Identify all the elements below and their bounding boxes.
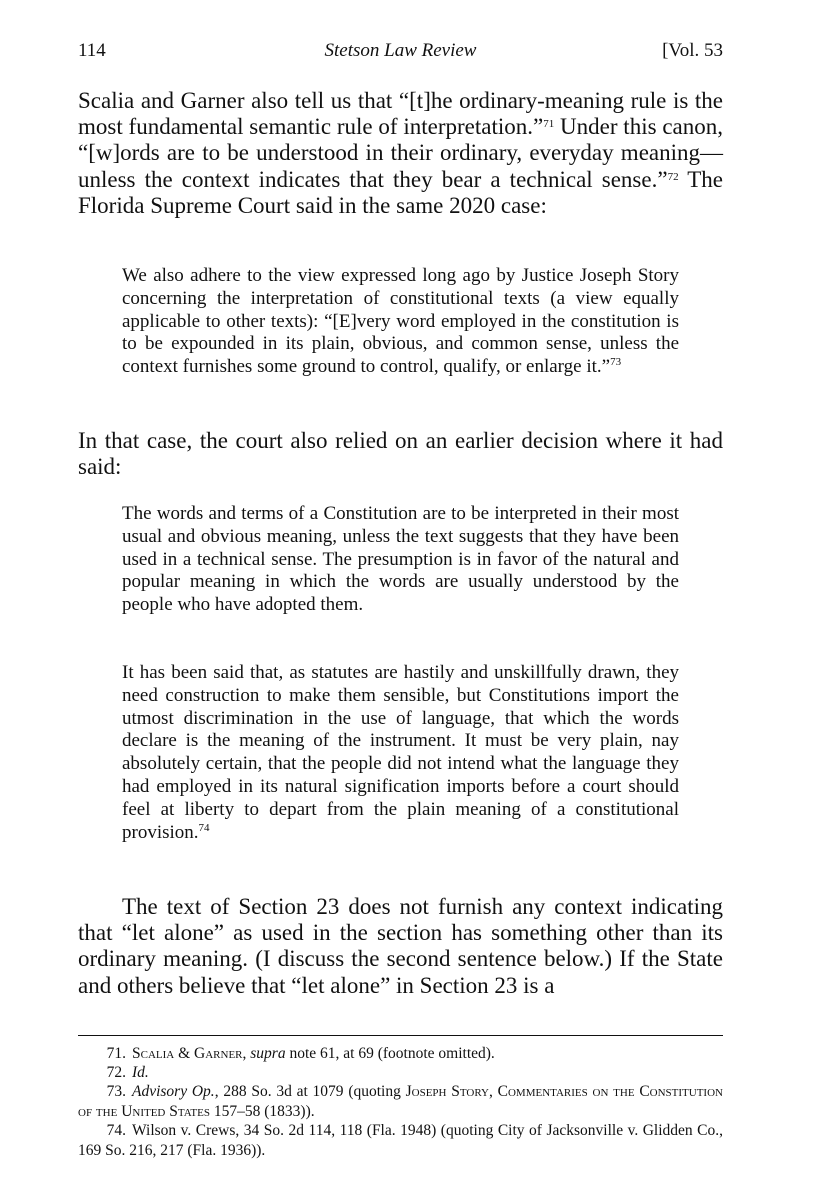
block-quote-1-text: We also adhere to the view expressed long ago by Justice Joseph Story concerning the interpretation of constitutional texts (a view equally applicable to other texts): “[E]very word employed in the constitution is to be expounded in its plain, obvious, and common sense, unless the context furnishes some ground to control, qualify, or enlarge it.” <box>122 265 679 378</box>
footnote-71-author: Scalia & Garner <box>132 1045 243 1062</box>
journal-title: Stetson Law Review <box>324 40 477 61</box>
footnote-73-number: 73. <box>106 1083 126 1100</box>
footnote-73-rest-b: 157–58 (1833)). <box>210 1102 315 1120</box>
running-header <box>78 40 723 66</box>
footnote-72 <box>78 1063 723 1083</box>
footnote-71-sep: , <box>242 1045 251 1062</box>
footnote-72-number: 72. <box>106 1064 126 1081</box>
footnote-ref-73[interactable]: 73 <box>610 356 622 369</box>
footnote-71-rest: note 61, at 69 (footnote omitted). <box>285 1045 495 1062</box>
paragraph-3: The text of Section 23 does not furnish any context indicating that “let alone” as used in the section has something other than its ordinary meaning. (I discuss the second sentence below.) If the State and others believe that “let alone” in Section 23 is a <box>78 894 723 998</box>
paragraph-1-text-b: Under this canon, “[w]ords are to be understood in their ordinary, everyday meaning—unless the context indicates that they bear a technical sense.” <box>78 114 723 192</box>
block-quote-2: The words and terms of a Constitution are to be interpreted in their most usual and obvious meaning, unless the text suggests that they have been used in a technical sense. The presumption is in favor of the natural and popular meaning in which the words are usually understood by the people who have adopted them. <box>122 503 679 616</box>
block-quote-3 <box>122 662 679 844</box>
footnote-73-book: Joseph Story, Commentaries on the Constitution of the United States <box>78 1083 723 1120</box>
footnote-71-supra: supra <box>250 1045 286 1062</box>
footnote-73-rest-a: , 288 So. 3d at 1079 (quoting <box>214 1083 406 1100</box>
footnote-74-text: Wilson v. Crews, 34 So. 2d 114, 118 (Fla. 1948) (quoting City of Jacksonville v. Glidden Co., 169 So. 216, 217 (Fla. 1936)). <box>78 1122 723 1159</box>
paragraph-1 <box>78 88 723 219</box>
block-quote-3-text: It has been said that, as statutes are hastily and unskillfully drawn, they need construction to make them sensible, but Constitutions import the utmost discrimination in the use of language, that which the words declare is the meaning of the instrument. It must be very plain, nay absolutely certain, that the people did not intend what the language they had employed in its natural signification imports before a court should feel at liberty to depart from the plain meaning of a constitutional provision. <box>122 662 679 843</box>
footnote-74-number: 74. <box>106 1122 126 1139</box>
footnote-73 <box>78 1082 723 1121</box>
volume-label: [Vol. 53 <box>662 40 723 61</box>
paragraph-1-text-c: The Florida Supreme Court said in the same 2020 case: <box>78 166 724 218</box>
footnote-73-case: Advisory Op. <box>132 1083 215 1100</box>
footnote-divider <box>78 1035 723 1036</box>
paragraph-2: In that case, the court also relied on an earlier decision where it had said: <box>78 428 723 480</box>
footnote-ref-72[interactable]: 72 <box>667 170 679 183</box>
footnote-72-id: Id. <box>132 1064 149 1081</box>
footnote-71-number: 71. <box>106 1045 126 1062</box>
footnote-71 <box>78 1044 723 1064</box>
block-quote-1 <box>122 265 679 379</box>
footnote-74 <box>78 1121 723 1160</box>
page-number: 114 <box>78 40 106 61</box>
paragraph-1-text-a: Scalia and Garner also tell us that “[t]he ordinary-meaning rule is the most fundamental semantic rule of interpretation.” <box>78 88 723 140</box>
footnote-ref-74[interactable]: 74 <box>198 821 210 834</box>
footnote-ref-71[interactable]: 71 <box>543 118 555 131</box>
